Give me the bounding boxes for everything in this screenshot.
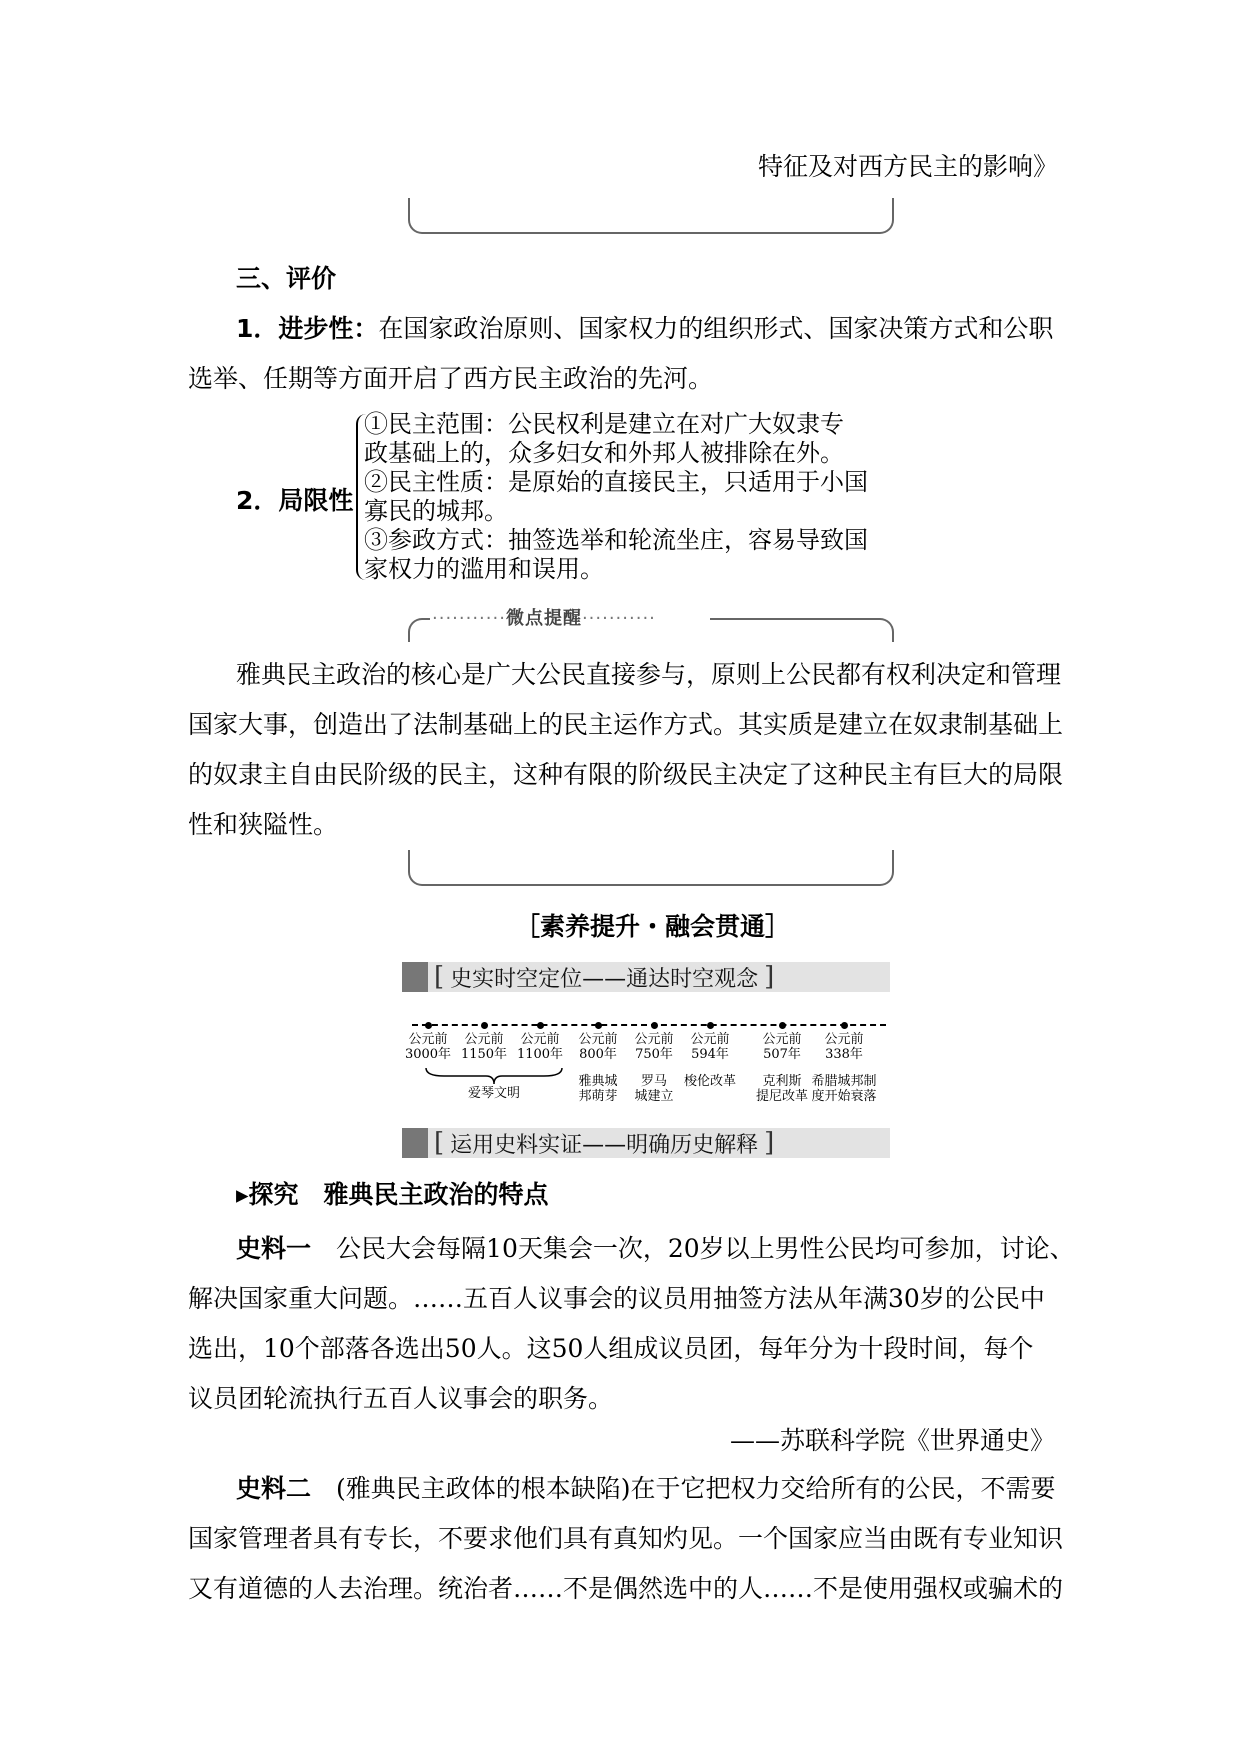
timeline-event-line: 雅典城 bbox=[578, 1074, 618, 1089]
tip-title-row: ···········微点提醒··········· bbox=[432, 608, 656, 629]
bracket-left-icon: [ bbox=[434, 1128, 445, 1158]
timeline-event-line: 梭伦改革 bbox=[683, 1074, 736, 1089]
tip-line: 雅典民主政治的核心是广大公民直接参与，原则上公民都有权利决定和管理 bbox=[236, 660, 1062, 689]
source-2-line: 国家管理者具有专长，不要求他们具有真知灼见。一个国家应当由既有专业知识 bbox=[188, 1524, 1064, 1553]
source-1-text: 公民大会每隔10天集会一次，20岁以上男性公民均可参加，讨论、 bbox=[336, 1234, 1075, 1263]
timeline-event-line: 罗马 bbox=[640, 1074, 667, 1089]
timeline bbox=[404, 1008, 890, 1128]
source-1 bbox=[188, 1224, 1075, 1424]
timeline-event-line: 提尼改革 bbox=[755, 1089, 808, 1104]
timeline-event bbox=[670, 1074, 750, 1089]
bar-lead-block bbox=[402, 1128, 428, 1158]
timeline-date-prefix: 公元前 bbox=[408, 1032, 448, 1047]
timeline-date-year: 800年 bbox=[579, 1047, 617, 1062]
timeline-date-prefix: 公元前 bbox=[634, 1032, 674, 1047]
timeline-dot bbox=[651, 1022, 658, 1029]
bar-timeline-text: 史实时空定位——通达时空观念 bbox=[450, 966, 759, 992]
timeline-date-year: 338年 bbox=[825, 1047, 863, 1062]
item-1-line-2: 选举、任期等方面开启了西方民主政治的先河。 bbox=[188, 364, 714, 393]
timeline-date-prefix: 公元前 bbox=[690, 1032, 730, 1047]
limit-line: ②民主性质：是原始的直接民主，只适用于小国 bbox=[364, 468, 868, 496]
timeline-date-prefix: 公元前 bbox=[762, 1032, 802, 1047]
timeline-date-year: 1100年 bbox=[516, 1047, 564, 1062]
frame-bottom-bracket bbox=[408, 198, 894, 234]
timeline-date-year: 3000年 bbox=[404, 1047, 452, 1062]
timeline-date-year: 1150年 bbox=[460, 1047, 508, 1062]
timeline-date-year: 507年 bbox=[763, 1047, 801, 1062]
tip-title: 微点提醒 bbox=[505, 608, 582, 629]
timeline-date bbox=[624, 1032, 684, 1062]
timeline-dot bbox=[841, 1022, 848, 1029]
timeline-dot bbox=[779, 1022, 786, 1029]
aegean-label: 爱琴文明 bbox=[467, 1086, 520, 1101]
timeline-date-prefix: 公元前 bbox=[824, 1032, 864, 1047]
item-2-label: 2．局限性 bbox=[236, 486, 354, 515]
timeline-date bbox=[814, 1032, 874, 1062]
source-1-label: 史料一 bbox=[236, 1234, 312, 1263]
timeline-event-line: 邦萌芽 bbox=[578, 1089, 618, 1104]
section-heading: 三、评价 bbox=[236, 264, 337, 293]
limit-line: ①民主范围：公民权利是建立在对广大奴隶专 bbox=[364, 410, 844, 438]
source-2-line: 又有道德的人去治理。统治者……不是偶然选中的人……不是使用强权或骗术的 bbox=[188, 1574, 1064, 1603]
timeline-event-line: 希腊城邦制 bbox=[811, 1074, 877, 1089]
tip-frame-bottom bbox=[408, 850, 894, 886]
bracket-left-icon: [ bbox=[434, 962, 445, 992]
source-1-line: 解决国家重大问题。……五百人议事会的议员用抽签方法从年满30岁的公民中 bbox=[188, 1284, 1045, 1313]
source-2 bbox=[188, 1464, 1063, 1614]
timeline-date bbox=[510, 1032, 570, 1062]
source-1-citation: ——苏联科学院《世界通史》 bbox=[730, 1426, 1056, 1455]
timeline-event-line: 克利斯 bbox=[762, 1074, 802, 1089]
source-2-text: (雅典民主政体的根本缺陷)在于它把权力交给所有的公民，不需要 bbox=[336, 1474, 1056, 1503]
limitations-list bbox=[364, 410, 868, 584]
timeline-date-prefix: 公元前 bbox=[520, 1032, 560, 1047]
explore-heading: ▸探究 雅典民主政治的特点 bbox=[236, 1180, 549, 1209]
timeline-date bbox=[752, 1032, 812, 1062]
bracket-right-icon: ] bbox=[764, 962, 775, 992]
timeline-event bbox=[804, 1074, 884, 1104]
tip-line: 的奴隶主自由民阶级的民主，这种有限的阶级民主决定了这种民主有巨大的局限 bbox=[188, 760, 1064, 789]
bar-timeline bbox=[402, 962, 890, 992]
aegean-brace bbox=[424, 1066, 564, 1086]
timeline-event-line: 城建立 bbox=[634, 1089, 674, 1104]
timeline-date bbox=[398, 1032, 458, 1062]
limit-line: 政基础上的，众多妇女和外邦人被排除在外。 bbox=[364, 439, 844, 467]
timeline-date-year: 594年 bbox=[691, 1047, 729, 1062]
bar-sources-text: 运用史料实证——明确历史解释 bbox=[450, 1132, 759, 1158]
timeline-dot bbox=[537, 1022, 544, 1029]
timeline-dot bbox=[707, 1022, 714, 1029]
source-1-line bbox=[188, 1224, 1075, 1274]
limit-line: 寡民的城邦。 bbox=[364, 497, 508, 525]
frame-continuation-text: 特征及对西方民主的影响》 bbox=[758, 152, 1059, 181]
timeline-dot bbox=[481, 1022, 488, 1029]
timeline-date-prefix: 公元前 bbox=[578, 1032, 618, 1047]
timeline-date bbox=[454, 1032, 514, 1062]
timeline-dot bbox=[595, 1022, 602, 1029]
limit-line: ③参政方式：抽签选举和轮流坐庄，容易导致国 bbox=[364, 526, 868, 554]
section-title bbox=[515, 910, 790, 944]
timeline-event-line: 度开始衰落 bbox=[811, 1089, 877, 1104]
timeline-date bbox=[680, 1032, 740, 1062]
bracket-right-icon: ] bbox=[764, 1128, 775, 1158]
timeline-date-year: 750年 bbox=[635, 1047, 673, 1062]
timeline-date bbox=[568, 1032, 628, 1062]
limit-line: 家权力的滥用和误用。 bbox=[364, 555, 604, 583]
timeline-date-prefix: 公元前 bbox=[464, 1032, 504, 1047]
section-title-text: ［素养提升・融会贯通］ bbox=[515, 912, 791, 941]
source-2-line bbox=[188, 1464, 1063, 1514]
timeline-dot bbox=[425, 1022, 432, 1029]
item-1-line-1 bbox=[236, 312, 1053, 346]
source-1-line: 选出，10个部落各选出50人。这50人组成议员团，每年分为十段时间，每个 bbox=[188, 1334, 1034, 1363]
source-2-label: 史料二 bbox=[236, 1474, 312, 1503]
bar-lead-block bbox=[402, 962, 428, 992]
item-1-text: 在国家政治原则、国家权力的组织形式、国家决策方式和公职 bbox=[378, 314, 1054, 343]
tip-line: 性和狭隘性。 bbox=[188, 810, 339, 839]
source-1-line: 议员团轮流执行五百人议事会的职务。 bbox=[188, 1384, 614, 1413]
tip-line: 国家大事，创造出了法制基础上的民主运作方式。其实质是建立在奴隶制基础上 bbox=[188, 710, 1064, 739]
tip-body bbox=[188, 650, 1063, 850]
bar-sources bbox=[402, 1128, 890, 1158]
item-1-label: 1．进步性： bbox=[236, 314, 379, 343]
